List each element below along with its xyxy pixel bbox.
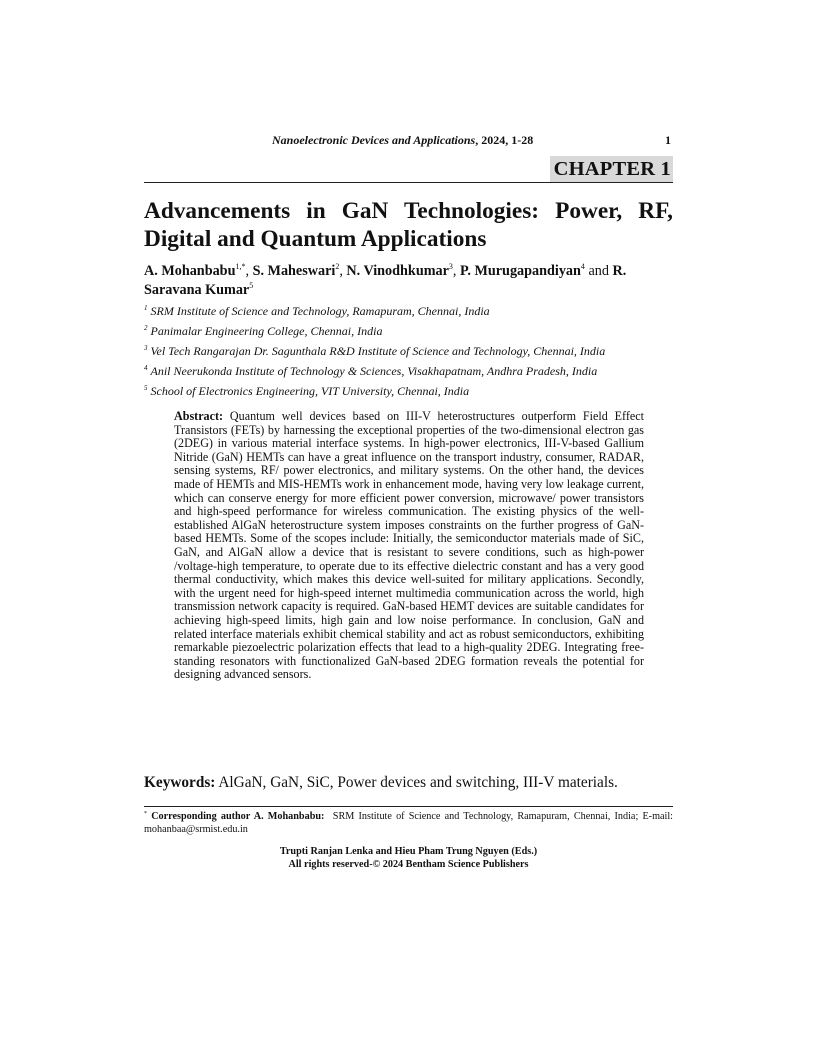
affiliation-text: Anil Neerukonda Institute of Technology & Sciences, Visakhapatnam, Andhra Pradesh, India — [150, 364, 598, 378]
keywords-text: AlGaN, GaN, SiC, Power devices and switching, III-V materials. — [218, 774, 618, 791]
page-number: 1 — [665, 133, 671, 147]
journal-name: Nanoelectronic Devices and Applications — [272, 133, 476, 147]
author-affiliation-mark: 1,* — [235, 262, 246, 271]
affiliation-number: 1 — [144, 304, 148, 312]
rights-line: All rights reserved-© 2024 Bentham Science Publishers — [288, 858, 529, 870]
editors-line: Trupti Ranjan Lenka and Hieu Pham Trung Nguyen (Eds.) — [279, 846, 538, 857]
author-name: R. Saravana Kumar — [144, 263, 627, 298]
affiliation-text: School of Electronics Engineering, VIT University, Chennai, India — [150, 384, 470, 398]
affiliation-text: Panimalar Engineering College, Chennai, India — [150, 324, 383, 338]
affiliation-number: 3 — [144, 344, 148, 352]
affiliation-number: 4 — [144, 364, 148, 372]
author-name: P. Murugapandiyan — [460, 263, 581, 279]
author-separator: , — [245, 263, 253, 279]
footnote-label: Corresponding author A. Mohanbabu: — [151, 811, 325, 822]
author-name: N. Vinodhkumar — [346, 263, 449, 279]
running-head — [144, 133, 673, 149]
footnote-mark: * — [144, 811, 147, 817]
author-name: A. Mohanbabu — [144, 263, 236, 279]
author-affiliation-mark: 2 — [335, 262, 340, 271]
footnote-text: SRM Institute of Science and Technology, Ramapuram, Chennai, India; E-mail: mohanbaa@srmist.edu.in — [144, 811, 674, 835]
chapter-label: CHAPTER 1 — [550, 156, 673, 182]
author-affiliation-mark: 3 — [448, 262, 453, 271]
author-separator: , — [339, 263, 347, 279]
author-affiliation-mark: 5 — [249, 281, 254, 290]
journal-details: , 2024, 1-28 — [475, 133, 534, 147]
affiliation — [144, 341, 673, 361]
abstract-text: Quantum well devices based on III-V heterostructures outperform Field Effect Transistors (FETs) by harnessing the exceptional properties of the two-dimensional electron gas (2DEG) in various material interface systems. In high-power electronics, III-V-based Gallium Nitride (GaN) HEMTs can have a great influence on the transport industry, consumer, RADAR, sensing systems, RF/ power electronics, and military systems. On the other hand, the devices made of HEMTs and MIS-HEMTs work in enhancement mode, having very low leakage current, which can conserve energy for more efficient power conversion, microwave/ power transistors and high-speed performance for wireless communication. The existing physics of the well-established AlGaN heterostructure system imposes constraints on the further progress of GaN-based HEMTs. Some of the scopes include: Initially, the semiconductor materials made of SiC, GaN, and AlGaN allow a device that is resistant to severe conditions, such as high-power /voltage-high temperature, to operate due to its effective dielectric constant and has a very good thermal conductivity, which makes this device well-suited for military applications. Secondly, with the urgent need for high-speed internet multimedia communication across the world, high transmission network capacity is required. GaN-based HEMT devices are suitable candidates for achieving high-speed limits, high gain and low noise performance. In conclusion, GaN and related interface materials exhibit chemical stability and act as robust semiconductors, exhibiting remarkable piezoelectric polarization effects that lead to a high-quality 2DEG. Integrating free-standing resonators with functionalized GaN-based 2DEG formation reveals the potential for designing advanced sensors. — [174, 409, 644, 682]
keywords — [144, 773, 673, 793]
affiliation — [144, 361, 673, 381]
corresponding-author-footnote — [144, 810, 673, 836]
author-name: S. Maheswari — [252, 263, 336, 279]
affiliation-text: Vel Tech Rangarajan Dr. Sagunthala R&D Institute of Science and Technology, Chennai, India — [150, 344, 606, 358]
publisher-credits — [144, 846, 673, 871]
journal-citation — [272, 133, 533, 148]
author-affiliation-mark: 4 — [580, 262, 585, 271]
affiliation-number: 2 — [144, 324, 148, 332]
author-separator: and — [584, 263, 613, 279]
author-list — [144, 262, 673, 300]
affiliation — [144, 381, 673, 401]
affiliation-text: SRM Institute of Science and Technology, Ramapuram, Chennai, India — [150, 304, 490, 318]
abstract-label: Abstract: — [174, 409, 224, 423]
affiliation — [144, 321, 673, 341]
affiliation — [144, 301, 673, 321]
keywords-label: Keywords: — [144, 774, 216, 791]
affiliation-number: 5 — [144, 384, 148, 392]
chapter-title: Advancements in GaN Technologies: Power, RF, Digital and Quantum Applications — [144, 198, 673, 252]
affiliation-list — [144, 301, 673, 401]
footnote-rule — [144, 806, 673, 807]
author-separator: , — [452, 263, 461, 279]
chapter-rule — [144, 182, 673, 183]
abstract — [174, 410, 644, 682]
